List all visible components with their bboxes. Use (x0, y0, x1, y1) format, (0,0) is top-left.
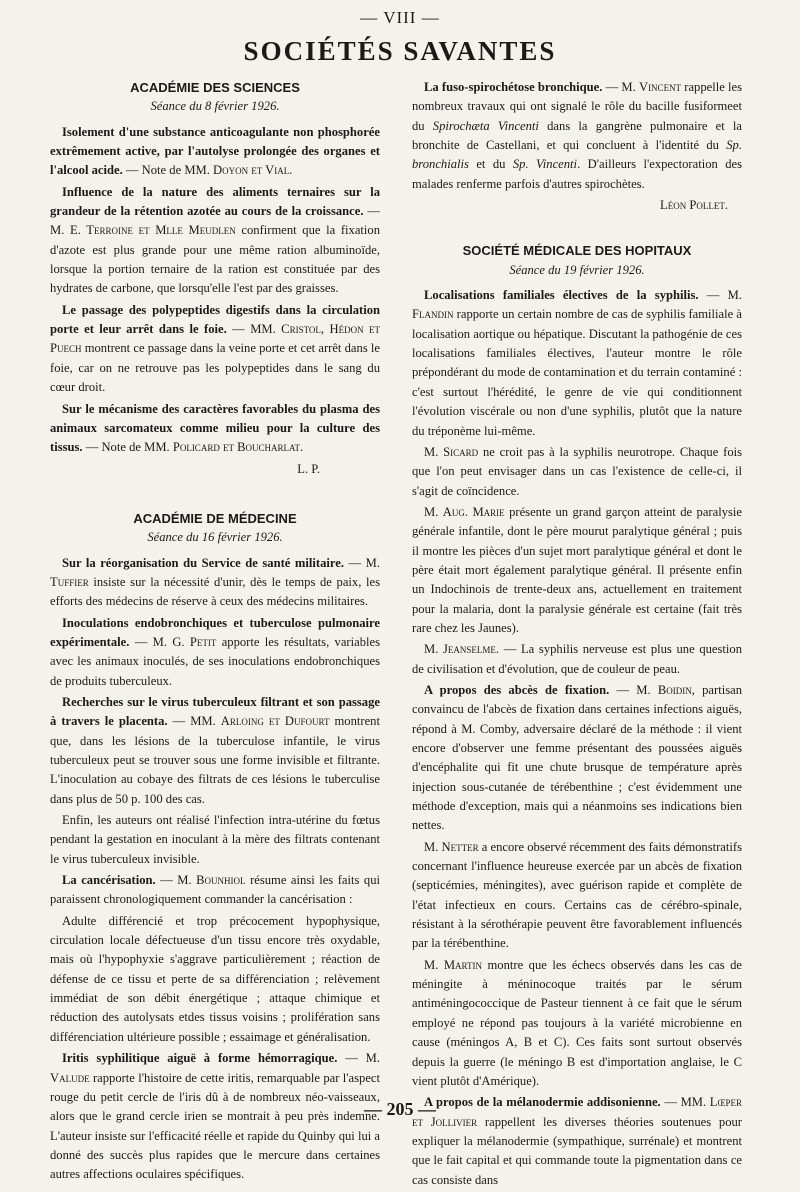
abstract-paragraph: La cancérisation. — M. Bounhiol résume ainsi les faits qui paraissent chronologiquement commander la cancérisation : (50, 873, 380, 907)
body-paragraph: M. Sicard ne croit pas à la syphilis neurotrope. Chaque fois que l'on peut envisager dans un cas l'existence de celle-ci, il s'agit de coïncidence. (412, 444, 743, 498)
author-names: G. Petit (172, 634, 217, 649)
section-heading: ACADÉMIE DE MÉDECINE (133, 510, 297, 526)
page-number-roman: — VIII — (360, 8, 440, 27)
signature: Léon Pollet. (660, 198, 728, 213)
session-date: Séance du 16 février 1926. (147, 530, 283, 545)
abstract-paragraph: Iritis syphilitique aiguë à forme hémorragique. — M. Valude rapporte l'histoire de cette iritis, remarquable par l'aspect rouge du petit cercle de l'iris dû à de nombreux néo-vaisseaux, alors que le grand cercle irien se montrait à peu près indemne. L'auteur insiste sur l'efficacité réelle et rapide du Quinby qui lui a donné des succès plus rapides que le mercure dans certaines autres affections oculaires spécifiques. (50, 1051, 380, 1182)
author-names: Flandin (412, 307, 454, 322)
body-paragraph: Enfin, les auteurs ont réalisé l'infection intra-utérine du fœtus pendant la gestation en inoculant à la mère des filtrats contenant le virus tuberculeux invisible. (50, 813, 380, 866)
body-paragraph: M. Netter a encore observé récemment des faits démonstratifs concernant l'influence heureuse exercée par un abcès de fixation (septicémies, méningites), avec guérison rapide et complète de l'état infectieux en cours. Certains cas de cérébro-spinale, résistant à la sérothérapie peuvent être favorablement influencés par la térébenthine. (412, 839, 742, 951)
author-names: Lœper et Jollivier (412, 1095, 742, 1129)
body-paragraph: M. Jeanselme. — La syphilis nerveuse est plus une question de civilisation et d'évolution, que de couleur de peau. (412, 642, 742, 676)
abstract-title: Localisations familiales électives de la syphilis. (424, 288, 699, 303)
section-fuso-spirochetose (412, 78, 742, 215)
abstract-title: Influence de la nature des aliments ternaires sur la grandeur de la rétention azotée au cours de la croissance. (50, 184, 380, 219)
signature: L. P. (297, 461, 320, 476)
abstract-paragraph: A propos de la mélanodermie addisonienne. — MM. Lœper et Jollivier rappellent les diverses théories soutenues pour expliquer la mélanodermie (sympathique, surrénale) et montrent que le fait capital et qui commande toute la pigmentation dans ce cas consiste dans (412, 1095, 742, 1187)
abstract-title: A propos des abcès de fixation. (424, 682, 610, 697)
session-date: Séance du 19 février 1926. (509, 262, 645, 277)
page-number: — 205 — (364, 1099, 436, 1119)
section-heading: ACADÉMIE DES SCIENCES (130, 80, 300, 95)
abstract-paragraph: Influence de la nature des aliments ternaires sur la grandeur de la rétention azotée au cours de la croissance. — M. E. Terroine et Mlle Meudlen confirment que la fixation d'azote est plus grande pour une même ration albuminoïde, lorsque la portion ternaire de la ration est constituée par des hydrates de carbone, que lorsqu'elle l'est par des graisses. (50, 184, 381, 296)
abstract-title: Recherches sur le virus tuberculeux filtrant et son passage à travers le placenta. (50, 694, 380, 729)
author-names: Aug. Marie (442, 504, 505, 519)
abstract-paragraph: A propos des abcès de fixation. — M. Boidin, partisan convaincu de l'abcès de fixation dans certaines infections aiguës, répond à M. Comby, adversaire déclaré de la méthode : il vient encore d'observer une femme présentant des poussées aiguës d'encéphalite qui fit une chute brusque de température après injection sous-cutanée de térébenthine ; c'est évidemment une méthode d'exception, mais qui a néanmoins ses indications bien nettes. (412, 682, 742, 833)
abstract-title: A propos de la mélanodermie addisonienne. (424, 1095, 661, 1110)
abstract-paragraph: Le passage des polypeptides digestifs dans la circulation porte et leur arrêt dans le foie. — MM. Cristol, Hédon et Puech montrent ce passage dans la veine porte et cet arrêt dans le foie, car on ne retrouve pas les polypeptides dans le sang du cœur droit. (50, 302, 380, 395)
author-names: Valude (50, 1070, 90, 1085)
abstract-title: La cancérisation. (62, 873, 156, 888)
section-academie-sciences (50, 78, 380, 479)
body-paragraph: Adulte différencié et trop précocement hypophysique, circulation locale défectueuse d'un tissu encore très oxydable, mais où l'hypophyxie s'aggrave particulièrement ; réaction de défense de ce tissu et perte de sa différenciation ; relèvement immédiat de son débit énergétique ; attaque chimique et réduction des autolysats etdes tissus voisins ; prolifération sans différenciation ultérieure possible ; essaimage et généralisation. (50, 913, 380, 1044)
abstract-paragraph: Localisations familiales électives de la syphilis. — M. Flandin rapporte un certain nombre de cas de syphilis familiale à localisation aortique ou hépatique. Discutant la pathogénie de ces localisations familiales électives, l'auteur montre le rôle prépondérant du mode de contamination et du terrain contaminé : c'est surtout l'hérédité, le genre de vie qui conditionnent l'évolution viscérale ou non d'une syphilis, plutôt que la nature du tréponème lui-même. (412, 288, 742, 438)
abstract-title: Le passage des polypeptides digestifs dans la circulation porte et leur arrêt dans le foie. (50, 302, 380, 337)
author-names: Vincent (638, 80, 682, 94)
author-names: Policard et Boucharlat. (172, 440, 304, 455)
body-paragraph: M. Aug. Marie présente un grand garçon atteint de paralysie générale infantile, dont le père mourut paralytique général ; puis il montre les pièces d'un sujet mort paralytique général et dont le père était mort également paralytique général. Il présente enfin un Indochinois de trente-deux ans, actuellement en traitement pour la malaria, dont la paralysie générale est certaine (fait très rare chez les Jaunes). (412, 504, 742, 635)
page-title: SOCIÉTÉS SAVANTES (243, 36, 557, 66)
section-academie-medecine (50, 509, 380, 1185)
section-heading: SOCIÉTÉ MÉDICALE DES HOPITAUX (462, 243, 692, 259)
author-names: Jeanselme. (443, 642, 500, 657)
abstract-paragraph: Recherches sur le virus tuberculeux filtrant et son passage à travers le placenta. — MM. Arloing et Dufourt montrent que, dans les lésions de la tuberculose infantile, le virus tuberculeux peut se trouver sous une forme invisible et filtrante. L'inoculation au cobaye des filtrats de ces lésions le tuberculise dans plus de 50 p. 100 des cas. (50, 694, 380, 806)
author-names: E. Terroine et Mlle Meudlen (70, 223, 236, 238)
author-names: Bounhiol (196, 873, 246, 888)
abstract-title: Iritis syphilitique aiguë à forme hémorragique. (62, 1051, 338, 1066)
session-date: Séance du 8 février 1926. (150, 99, 280, 114)
abstract-paragraph: Isolement d'une substance anticoagulante non phosphorée extrêmement active, par l'autolyse prolongée des organes et l'alcool acide. — Note de MM. Doyon et Vial. (50, 124, 380, 178)
author-names: Martin (443, 957, 482, 972)
abstract-title: Sur la réorganisation du Service de santé militaire. (62, 555, 344, 570)
author-names: Netter (441, 839, 479, 854)
author-names: Sicard (443, 444, 479, 459)
abstract-paragraph: Sur la réorganisation du Service de santé militaire. — M. Tuffier insiste sur la nécessité d'unir, dès le temps de paix, les efforts des médecins de réserve à ceux des médecins militaires. (50, 555, 380, 609)
author-names: Arloing et Dufourt (220, 714, 330, 729)
abstract-title: Sur le mécanisme des caractères favorables du plasma des animaux sarcomateux comme milieu pour la culture des tissus. (50, 401, 380, 455)
author-names: Tuffier (50, 574, 89, 589)
abstract-paragraph: Sur le mécanisme des caractères favorables du plasma des animaux sarcomateux comme milieu pour la culture des tissus. — Note de MM. Policard et Boucharlat. (50, 401, 380, 455)
author-names: Cristol, Hédon et Puech (50, 322, 380, 356)
abstract-title: Inoculations endobronchiques et tuberculose pulmonaire expérimentale. (50, 615, 380, 649)
left-column (50, 78, 380, 1187)
abstract-title: La fuso-spirochétose bronchique. (424, 80, 603, 94)
right-column (412, 78, 742, 1192)
abstract-paragraph: La fuso-spirochétose bronchique. — M. Vincent rappelle les nombreux travaux qui ont signalé le rôle du bacille fusiformeet du Spirochæta Vincenti dans la gangrène pulmonaire et la bronchite de Castellani, et qui concluent à l'identité du Sp. bronchialis et du Sp. Vincenti. D'ailleurs l'expectoration des malades renferme parfois d'autres spirochètes. (412, 80, 743, 191)
body-paragraph: M. Martin montre que les échecs observés dans les cas de méningite à méninocoque traités par le sérum antiméningococcique de Pasteur tiennent à ce fait que le sérum employé ne répond pas toujours à la variété microbienne en cause (méningos A, B et C). Ces faits sont surtout observés depuis la guerre (le méningo B est d'importation anglaise, le C vient plutôt d'Amérique). (412, 957, 742, 1088)
section-societe-medicale (412, 241, 742, 1190)
author-names: Boidin (657, 682, 692, 697)
abstract-paragraph: Inoculations endobronchiques et tuberculose pulmonaire expérimentale. — M. G. Petit apporte les résultats, variables avec les animaux inoculés, de ses inoculations endobronchiques de produits tuberculeux. (50, 615, 380, 688)
abstract-title: Isolement d'une substance anticoagulante non phosphorée extrêmement active, par l'autolyse prolongée des organes et l'alcool acide. (50, 124, 380, 178)
author-names: Doyon et Vial. (213, 163, 293, 178)
